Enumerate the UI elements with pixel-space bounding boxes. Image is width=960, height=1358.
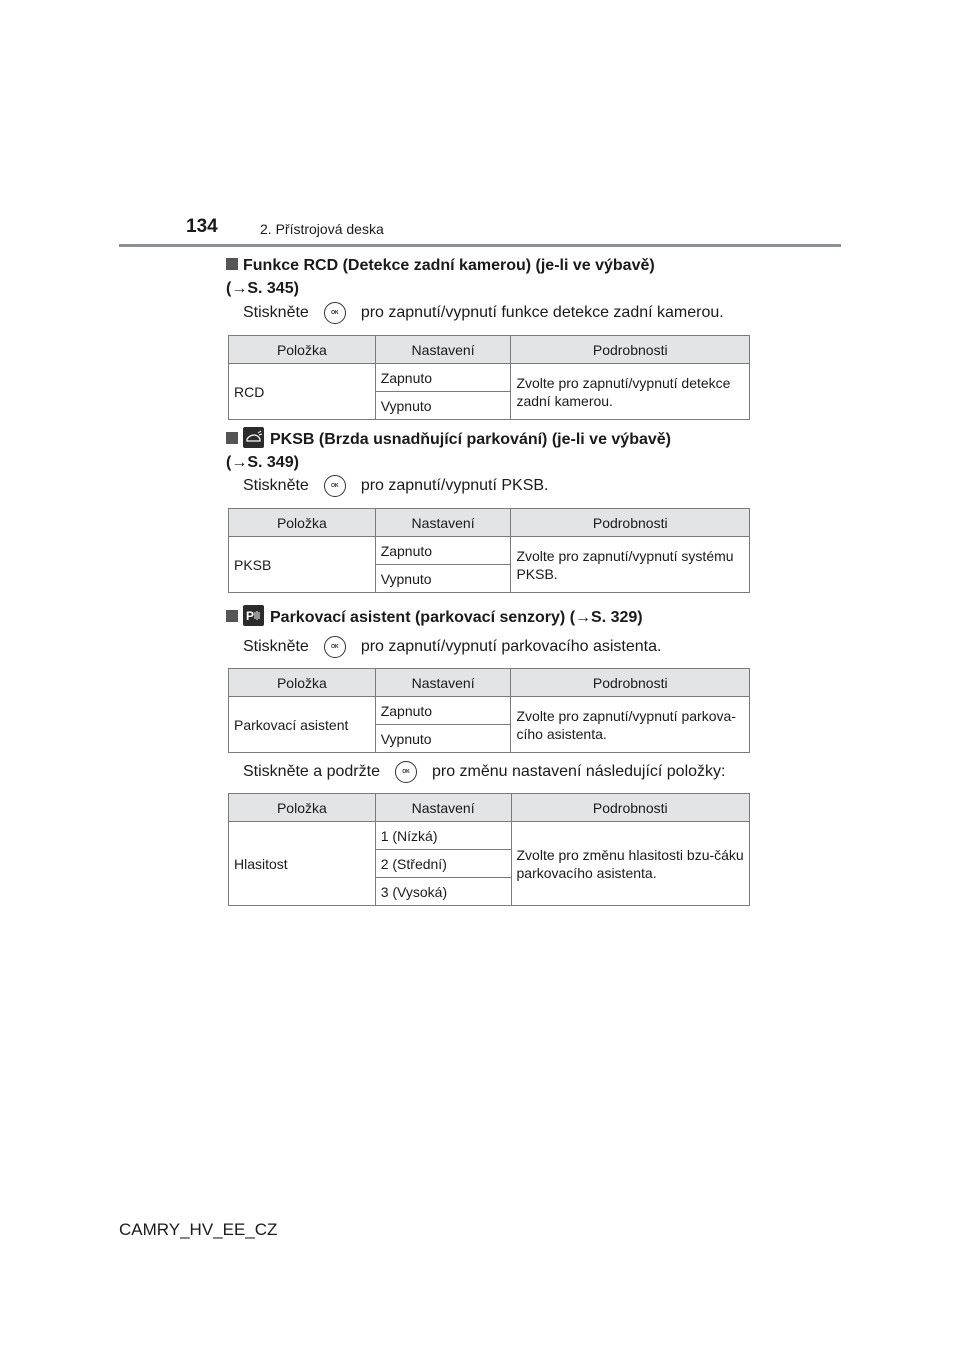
column-header: Položka [229, 336, 376, 364]
section-heading-pksb [226, 427, 671, 474]
column-header: Položka [229, 509, 376, 537]
table-detail-cell: Zvolte pro zapnutí/vypnutí detekce zadní kamerou. [511, 364, 750, 420]
heading-page-ref: (→S. 349) [226, 454, 299, 471]
heading-text: Parkovací asistent (parkovací senzory) (→S. 329) [270, 609, 643, 626]
column-header: Nastavení [375, 669, 511, 697]
table-detail-cell: Zvolte pro změnu hlasitosti bzu-čáku parkovacího asistenta. [511, 822, 750, 906]
instruction-text: Stiskněte [243, 304, 309, 322]
instruction-parking-assist [243, 637, 661, 657]
column-header: Podrobnosti [511, 509, 750, 537]
instruction-text: pro zapnutí/vypnutí parkovacího asistenta. [360, 638, 662, 656]
column-header: Nastavení [375, 509, 511, 537]
svg-text:P: P [246, 609, 255, 623]
ok-label: OK [402, 769, 410, 775]
instruction-text: Stiskněte [243, 477, 309, 495]
table-setting-cell: Vypnuto [375, 392, 511, 420]
instruction-text: pro zapnutí/vypnutí PKSB. [360, 477, 549, 495]
table-setting-cell: Vypnuto [375, 565, 511, 593]
square-bullet-icon [226, 258, 238, 270]
instruction-text: pro zapnutí/vypnutí funkce detekce zadní kamerou. [360, 304, 724, 322]
table-setting-cell: Zapnuto [375, 537, 511, 565]
page-number: 134 [186, 216, 218, 237]
table-setting-cell: 2 (Střední) [375, 850, 511, 878]
settings-table-parking-assist [228, 668, 750, 753]
column-header: Položka [229, 669, 376, 697]
parking-sensor-icon [243, 605, 264, 626]
ok-button-icon [324, 302, 346, 324]
ok-button-icon [324, 636, 346, 658]
column-header: Podrobnosti [511, 669, 750, 697]
instruction-rcd [243, 303, 724, 323]
column-header: Nastavení [375, 794, 511, 822]
instruction-text: Stiskněte [243, 638, 309, 656]
pksb-icon [243, 427, 264, 448]
instruction-text: Stiskněte a podržte [243, 763, 380, 781]
table-setting-cell: Zapnuto [375, 697, 511, 725]
instruction-volume [243, 762, 725, 782]
column-header: Podrobnosti [511, 794, 750, 822]
square-bullet-icon [226, 610, 238, 622]
table-detail-cell: Zvolte pro zapnutí/vypnutí parkova-cího asistenta. [511, 697, 750, 753]
heading-page-ref: (→S. 345) [226, 280, 299, 297]
square-bullet-icon [226, 432, 238, 444]
ok-button-icon [395, 761, 417, 783]
ok-label: OK [331, 310, 339, 316]
table-detail-cell: Zvolte pro zapnutí/vypnutí systému PKSB. [511, 537, 750, 593]
table-item-cell: Hlasitost [229, 822, 376, 906]
table-setting-cell: Zapnuto [375, 364, 511, 392]
ok-button-icon [324, 475, 346, 497]
settings-table-rcd [228, 335, 750, 420]
document-code: CAMRY_HV_EE_CZ [119, 1220, 278, 1239]
table-setting-cell: Vypnuto [375, 725, 511, 753]
ok-label: OK [331, 644, 339, 650]
section-heading-parking-assist [226, 605, 643, 629]
table-setting-cell: 3 (Vysoká) [375, 878, 511, 906]
table-item-cell: Parkovací asistent [229, 697, 376, 753]
table-item-cell: PKSB [229, 537, 376, 593]
heading-text: Funkce RCD (Detekce zadní kamerou) (je-li ve výbavě) [243, 257, 655, 274]
section-heading-rcd [226, 254, 655, 300]
settings-table-volume [228, 793, 750, 906]
column-header: Nastavení [375, 336, 511, 364]
header-divider [119, 244, 841, 247]
settings-table-pksb [228, 508, 750, 593]
instruction-pksb [243, 476, 548, 496]
heading-text: PKSB (Brzda usnadňující parkování) (je-li ve výbavě) [270, 431, 671, 448]
instruction-text: pro změnu nastavení následující položky: [431, 763, 726, 781]
table-item-cell: RCD [229, 364, 376, 420]
table-setting-cell: 1 (Nízká) [375, 822, 511, 850]
ok-label: OK [331, 483, 339, 489]
column-header: Podrobnosti [511, 336, 750, 364]
column-header: Položka [229, 794, 376, 822]
chapter-title: 2. Přístrojová deska [260, 221, 384, 237]
